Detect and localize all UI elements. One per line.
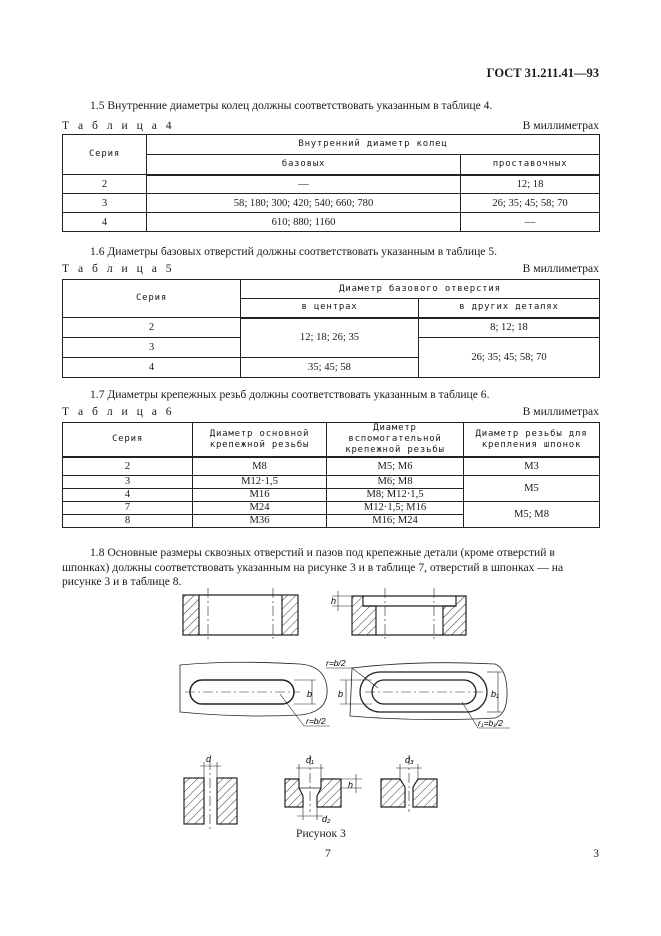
table-5-label: Т а б л и ц а 5	[62, 262, 175, 275]
table-cell: 12; 18	[461, 175, 600, 194]
table-cell: 3	[63, 475, 193, 488]
label-r: r=b/2	[306, 716, 326, 726]
label-d3: d₃	[405, 755, 414, 765]
table-cell: 3	[63, 338, 241, 358]
table-cell: 58; 180; 300; 420; 540; 660; 780	[147, 194, 461, 213]
hole-section	[184, 754, 237, 830]
table-cell: М12·1,5	[193, 475, 327, 488]
table-cell: М5; М8	[464, 501, 600, 527]
key-hole-section	[285, 755, 362, 824]
table-cell: М5	[464, 475, 600, 501]
label-d: d	[206, 754, 212, 764]
page-number: 3	[593, 847, 599, 860]
label-r1: r₁=b₁/2	[478, 718, 503, 728]
document-code: ГОСТ 31.211.41—93	[486, 66, 599, 80]
slot-plan-view	[180, 662, 330, 726]
label-d2: d₂	[322, 814, 331, 824]
label-h-top: h	[331, 596, 337, 606]
table-cell: 26; 35; 45; 58; 70	[419, 338, 600, 378]
figure-caption: Рисунок 3	[296, 827, 346, 840]
through-hole-section	[183, 588, 298, 642]
table-cell: М12·1,5; М16	[327, 501, 464, 514]
counterbore-section	[331, 588, 466, 642]
paragraph-1-7: 1.7 Диаметры крепежных резьб должны соответствовать указанным в таблице 6.	[90, 388, 490, 401]
label-d1: d₁	[306, 755, 314, 765]
table-cell: 2	[63, 318, 241, 338]
table-4-header-group: Внутренний диаметр колец	[147, 135, 600, 155]
paragraph-1-8: 1.8 Основные размеры сквозных отверстий и пазов под крепежные детали (кроме отверстий в шпонках) должны соответствовать указанным на рисунке 3 и в таблице 7, отверстий в шпонках — на рисунке 3 и в таблице 8.	[62, 546, 564, 588]
table-4-header-base: базовых	[147, 155, 461, 175]
table-cell: 12; 18; 26; 35	[241, 318, 419, 358]
table-cell: 2	[63, 175, 147, 194]
table-cell: 7	[63, 501, 193, 514]
table-cell: 3	[63, 194, 147, 213]
center-number: 7	[325, 847, 331, 860]
table-5-header-series: Серия	[63, 280, 241, 318]
table-5-unit: В миллиметрах	[522, 262, 599, 275]
table-4-unit: В миллиметрах	[522, 119, 599, 132]
table-cell: М8	[193, 457, 327, 475]
label-b1: b₁	[491, 689, 499, 699]
table-cell: 35; 45; 58	[241, 358, 419, 378]
table-cell: —	[461, 213, 600, 232]
table-6-header-series: Серия	[63, 423, 193, 458]
table-6-label: Т а б л и ц а 6	[62, 405, 175, 418]
table-5-header-center: в центрах	[241, 299, 419, 318]
table-cell: 2	[63, 457, 193, 475]
table-5-header-group: Диаметр базового отверстия	[241, 280, 600, 299]
table-cell: 26; 35; 45; 58; 70	[461, 194, 600, 213]
table-cell: 8; 12; 18	[419, 318, 600, 338]
table-cell: М6; М8	[327, 475, 464, 488]
table-cell: М5; М6	[327, 457, 464, 475]
table-6-unit: В миллиметрах	[522, 405, 599, 418]
table-cell: —	[147, 175, 461, 194]
table-cell: М24	[193, 501, 327, 514]
table-4-header-spacer: проставочных	[461, 155, 600, 175]
paragraph-1-5: 1.5 Внутренние диаметры колец должны соответствовать указанным в таблице 4.	[90, 99, 493, 112]
counterbored-slot-plan-view	[326, 658, 510, 728]
table-5-header-other: в других деталях	[419, 299, 600, 318]
countersunk-section	[381, 755, 437, 812]
table-cell: 610; 880; 1160	[147, 213, 461, 232]
table-6-header-key: Диаметр резьбы для крепления шпонок	[464, 423, 600, 458]
paragraph-1-6: 1.6 Диаметры базовых отверстий должны соответствовать указанным в таблице 5.	[90, 245, 498, 258]
table-cell: М3	[464, 457, 600, 475]
table-cell: М36	[193, 514, 327, 527]
table-cell: 4	[63, 358, 241, 378]
label-h-bottom: h	[348, 780, 354, 790]
table-4-label: Т а б л и ц а 4	[62, 119, 175, 132]
table-6-header-main: Диаметр основной крепежной резьбы	[193, 423, 327, 458]
table-cell: 8	[63, 514, 193, 527]
table-cell: 4	[63, 488, 193, 501]
table-6-header-aux: Диаметр вспомогательной крепежной резьбы	[327, 423, 464, 458]
label-b: b	[307, 689, 313, 699]
table-cell: 4	[63, 213, 147, 232]
label-r-top: r=b/2	[326, 658, 346, 668]
label-b-right: b	[338, 689, 344, 699]
table-cell: М8; М12·1,5	[327, 488, 464, 501]
table-4-header-series: Серия	[63, 135, 147, 175]
table-cell: М16	[193, 488, 327, 501]
table-cell: М16; М24	[327, 514, 464, 527]
